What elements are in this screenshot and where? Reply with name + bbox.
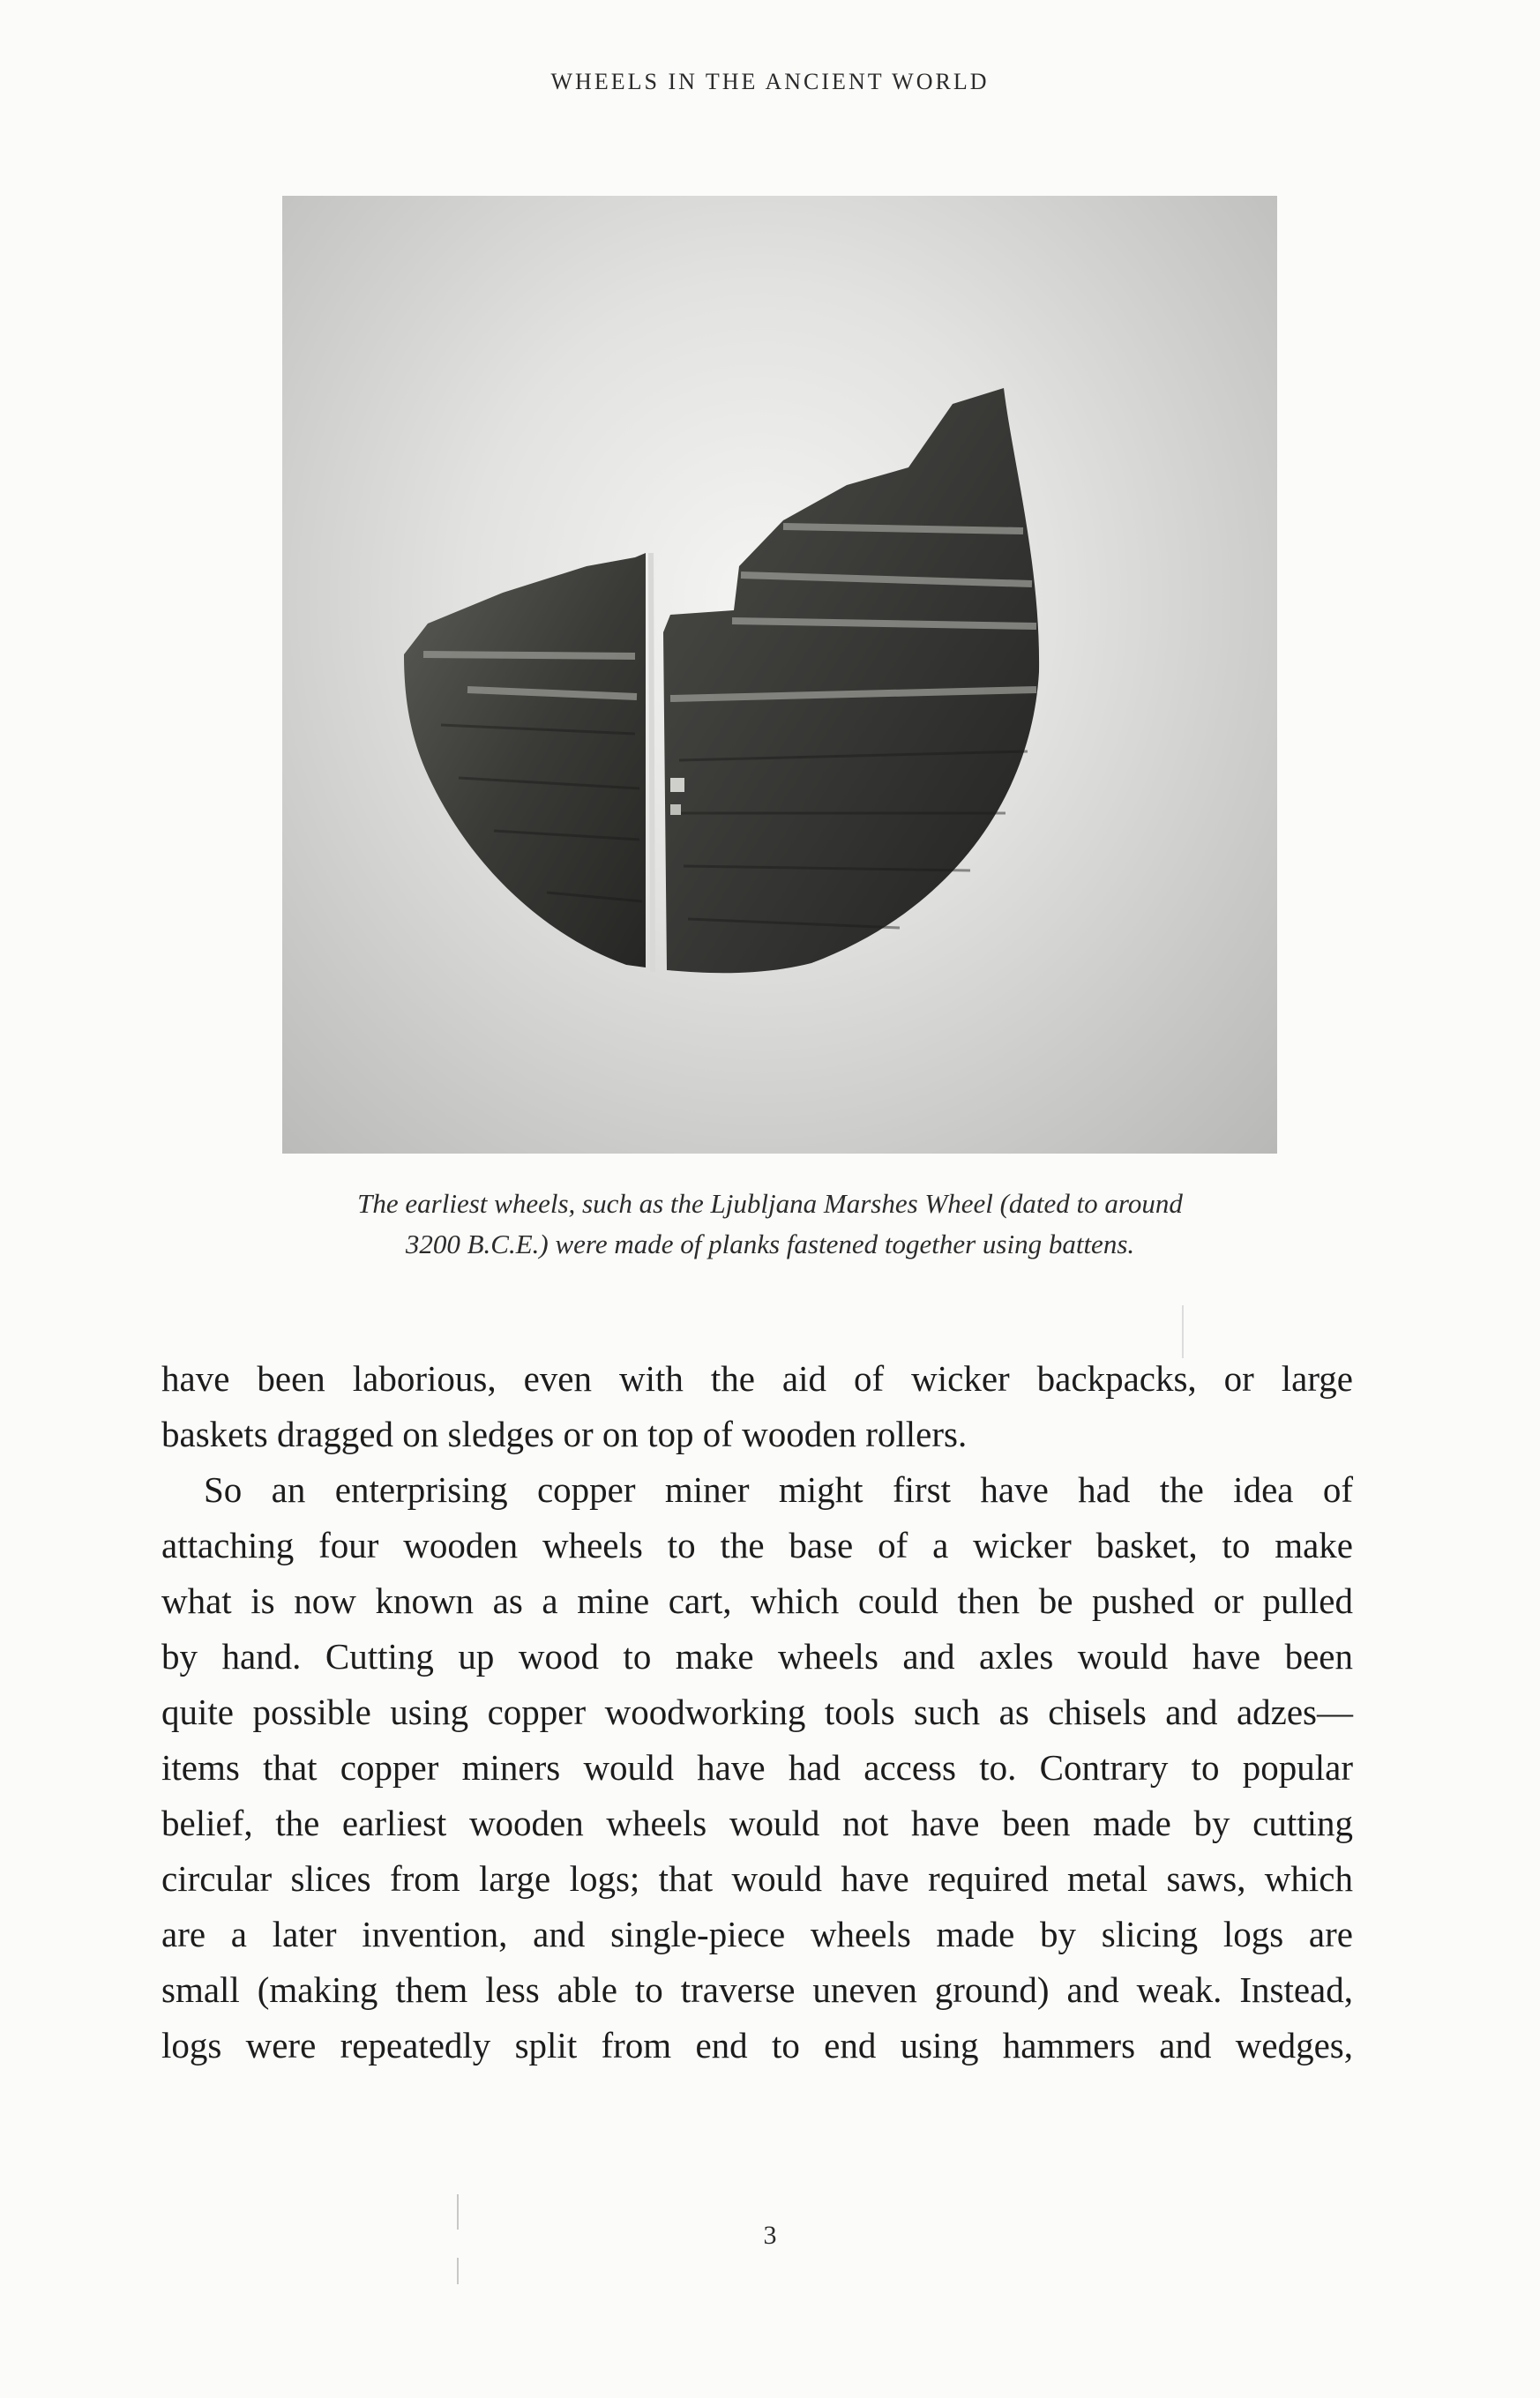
caption-line: The earliest wheels, such as the Ljubljana Marshes Wheel (dated to around [357,1188,1183,1219]
figure-caption [176,1184,1364,1265]
wheel-left-half [404,553,646,967]
body-line: by hand. Cutting up wood to make wheels and axles would have been [161,1636,1353,1677]
wheel-photograph [282,196,1277,1154]
body-line: baskets dragged on sledges or on top of wooden rollers. [161,1414,968,1454]
body-text [161,1351,1353,2073]
body-line: So an enterprising copper miner might first have had the idea of [204,1469,1353,1510]
ljubljana-wheel-icon [282,196,1277,1154]
running-head: WHEELS IN THE ANCIENT WORLD [550,69,990,94]
body-line: quite possible using copper woodworking tools such as chisels and adzes— [161,1692,1353,1732]
wheel-right-half [663,388,1039,973]
body-line: items that copper miners would have had access to. Contrary to popular [161,1747,1353,1788]
caption-line: 3200 B.C.E.) were made of planks fastened together using battens. [405,1229,1135,1259]
body-line: have been laborious, even with the aid of wicker backpacks, or large [161,1358,1353,1399]
body-line: circular slices from large logs; that would have required metal saws, which [161,1858,1353,1899]
scan-artifact [1182,1305,1184,1358]
body-line: belief, the earliest wooden wheels would not have been made by cutting [161,1803,1353,1843]
page-number: 3 [763,2221,777,2250]
body-line: small (making them less able to traverse uneven ground) and weak. Instead, [161,1969,1353,2010]
body-line: what is now known as a mine cart, which could then be pushed or pulled [161,1580,1353,1621]
scan-artifact [457,2194,459,2230]
body-line: attaching four wooden wheels to the base of a wicker basket, to make [161,1525,1353,1565]
body-line: are a later invention, and single-piece wheels made by slicing logs are [161,1914,1353,1954]
scan-artifact [457,2258,459,2284]
body-line: logs were repeatedly split from end to end using hammers and wedges, [161,2025,1353,2066]
